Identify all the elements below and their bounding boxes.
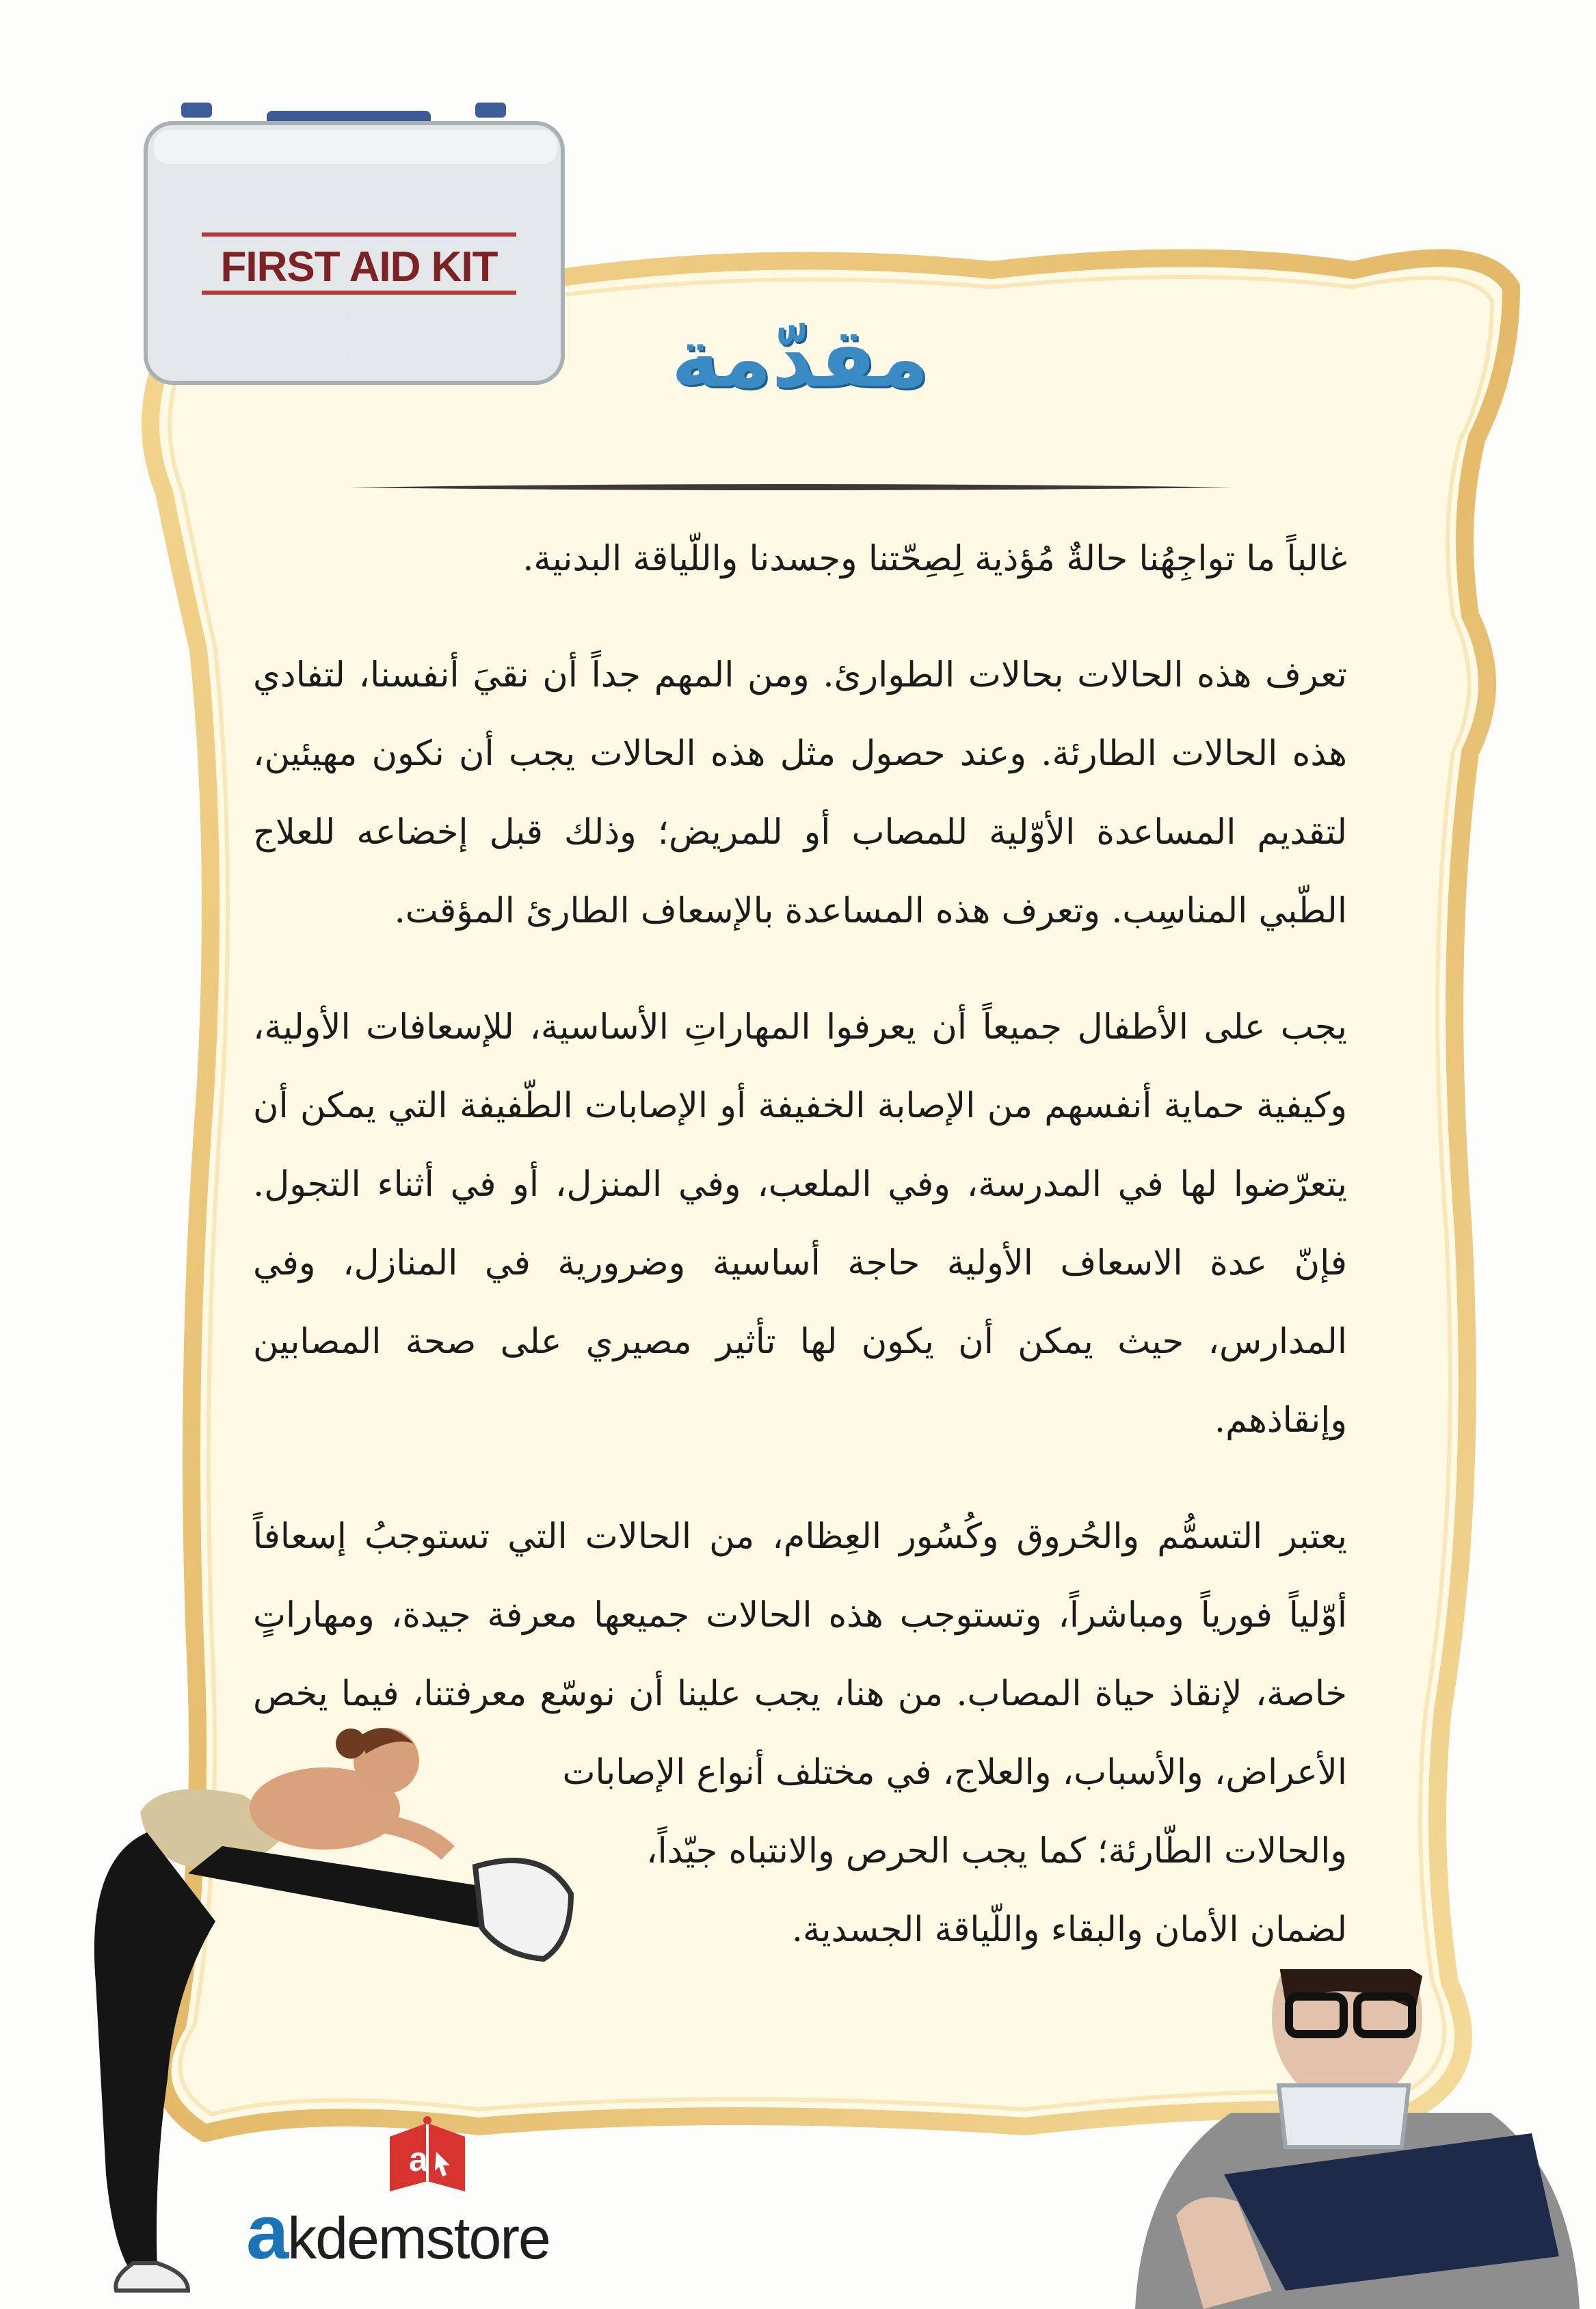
- paragraph: لضمان الأمان والبقاء واللّياقة الجسدية.: [791, 1910, 1347, 1950]
- store-logo: [246, 2188, 629, 2276]
- logo-name: kdemstore: [287, 2206, 550, 2271]
- paragraph: والحالات الطّارئة؛ كما يجب الحرص والانتباه جيّداً،: [646, 1831, 1347, 1871]
- first-aid-kit-image: [140, 103, 578, 417]
- logo-icon-letter: a: [409, 2140, 428, 2178]
- page-title: مقدّمة: [671, 311, 929, 406]
- kit-label: FIRST AID KIT: [220, 243, 498, 291]
- paragraph: يجب على الأطفال جميعاً أن يعرفوا المهاراتِ الأساسية، للإسعافات الأولية، وكيفية حماية أنفسهم من الإصابة الخفيفة أو الإصابات الطّفيفة التي يمكن أن يتعرّضوا لها في المدرسة، وفي الملعب، وفي المنزل، أو في أثناء التجول. فإنّ عدة الاسعاف الأولية حاجة أساسية وضرورية في المنازل، وفي المدارس، حيث يمكن أن يكون لها تأثير مصيري على صحة المصابين وإنقاذهم.: [253, 1007, 1347, 1441]
- store-logo-icon: [383, 2116, 472, 2198]
- paragraph: غالباً ما تواجِهُنا حالةٌ مُؤذية لِصِحّتنا وجسدنا واللّياقة البدنية.: [522, 539, 1347, 579]
- injured-man-image: [1121, 1969, 1596, 2309]
- paragraph: يعتبر التسمُّم والحُروق وكُسُور العِظام، من الحالات التي تستوجبُ إسعافاً أوّلياً فورياً ومباشراً، وتستوجب هذه الحالات جميعها معرفة جيدة، ومهاراتٍ خاصة، لإنقاذ حياة المصاب. من هنا، يجب علينا أن نوسّع معرفتنا، فيما يخص الأعراض، والأسباب، والعلاج، في مختلف أنواع الإصابات: [253, 1517, 1347, 1793]
- title-divider: [349, 482, 1234, 493]
- paragraph: تعرف هذه الحالات بحالات الطوارئ. ومن المهم جداً أن نقيَ أنفسنا، لتفادي هذه الحالات الطارئة. وعند حصول مثل هذه الحالات يجب أن نكون مهيئين، لتقديم المساعدة الأوّلية للمصاب أو للمريض؛ وذلك قبل إخضاعه للعلاج الطّبي المناسِب. وتعرف هذه المساعدة بالإسعاف الطارئ المؤقت.: [253, 655, 1347, 931]
- logo-prefix: a: [246, 2189, 288, 2275]
